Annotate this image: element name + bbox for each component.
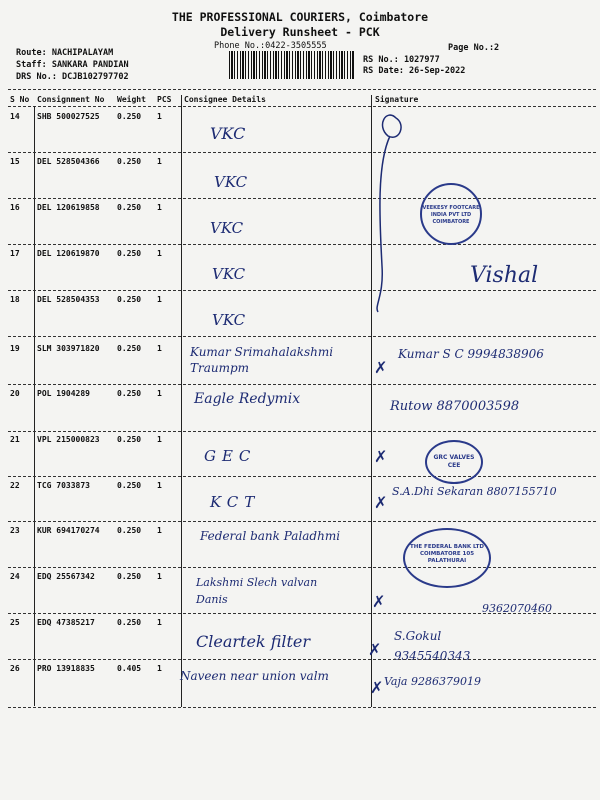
row-sno: 14 (10, 112, 20, 121)
check-mark-icon: ✗ (374, 358, 388, 377)
row-pcs: 1 (157, 481, 162, 490)
row-consignment: DEL 528504353 (37, 295, 100, 304)
row-consignment: TCG 7033873 (37, 481, 90, 490)
row-pcs: 1 (157, 249, 162, 258)
row-signature: Rutow 8870003598 (390, 399, 520, 414)
row-weight: 0.250 (117, 389, 142, 398)
row-consignment: KUR 694170274 (37, 526, 100, 535)
table-row (0, 295, 600, 339)
row-weight: 0.250 (117, 112, 142, 121)
row-consignee: VKC (212, 265, 246, 283)
column-header-weight: Weight (117, 95, 146, 104)
divider (8, 659, 596, 660)
row-sno: 17 (10, 249, 20, 258)
divider (8, 613, 596, 614)
row-consignee: Eagle Redymix (194, 391, 301, 407)
table-row (0, 344, 600, 388)
row-sno: 24 (10, 572, 20, 581)
barcode-icon (229, 51, 354, 79)
row-pcs: 1 (157, 435, 162, 444)
stamp-text: VEEKESY FOOTCARE INDIA PVT LTD COIMBATORE (422, 205, 480, 225)
row-sno: 23 (10, 526, 20, 535)
row-pcs: 1 (157, 157, 162, 166)
row-weight: 0.250 (117, 435, 142, 444)
rs-number: RS No.: 1027977 (363, 55, 440, 65)
divider (8, 567, 596, 568)
row-sno: 16 (10, 203, 20, 212)
row-pcs: 1 (157, 295, 162, 304)
divider (8, 521, 596, 522)
row-consignment: EDQ 25567342 (37, 572, 95, 581)
row-signature: Kumar S C 9994838906 (398, 347, 544, 361)
check-mark-icon: ✗ (372, 592, 386, 611)
divider (8, 152, 596, 153)
row-weight: 0.250 (117, 618, 142, 627)
row-pcs: 1 (157, 618, 162, 627)
phone-number: Phone No.:0422-3505555 (214, 41, 327, 51)
table-row (0, 389, 600, 433)
row-consignee: VKC (210, 219, 244, 237)
row-sno: 19 (10, 344, 20, 353)
route-label: Route: NACHIPALAYAM (16, 48, 114, 58)
divider (8, 244, 596, 245)
divider (8, 290, 596, 291)
row-consignment: DEL 120619870 (37, 249, 100, 258)
row-pcs: 1 (157, 112, 162, 121)
row-consignee: Kumar Srimahalakshmi Traumpm (190, 345, 334, 375)
row-pcs: 1 (157, 526, 162, 535)
bank-stamp-icon (403, 528, 491, 588)
stamp-text: GRC VALVES CEE (433, 454, 475, 469)
divider (8, 431, 596, 432)
table-row (0, 481, 600, 525)
row-signature: 9362070460 (482, 602, 552, 615)
row-consignment: SHB 500027525 (37, 112, 100, 121)
row-weight: 0.250 (117, 295, 142, 304)
row-sno: 26 (10, 664, 20, 673)
row-consignee: VKC (210, 124, 246, 143)
table-row (0, 664, 600, 708)
check-mark-icon: ✗ (370, 678, 384, 697)
table-row (0, 112, 600, 156)
row-pcs: 1 (157, 572, 162, 581)
row-consignee: Lakshmi Slech valvan Danis (196, 576, 318, 606)
row-signature: Vaja 9286379019 (384, 675, 481, 688)
row-weight: 0.250 (117, 481, 142, 490)
row-consignee: Naveen near union valm (180, 669, 329, 683)
row-consignment: DEL 120619858 (37, 203, 100, 212)
row-consignee: VKC (214, 173, 248, 191)
table-row (0, 249, 600, 293)
row-sno: 22 (10, 481, 20, 490)
row-sno: 21 (10, 435, 20, 444)
rs-date: RS Date: 26-Sep-2022 (363, 66, 466, 76)
row-pcs: 1 (157, 203, 162, 212)
row-consignment: PRO 13918835 (37, 664, 95, 673)
row-consignment: VPL 215000823 (37, 435, 100, 444)
signature-scribble-icon (366, 106, 426, 316)
row-sno: 25 (10, 618, 20, 627)
column-header-pcs: PCS (157, 95, 172, 104)
divider (8, 476, 596, 477)
row-pcs: 1 (157, 664, 162, 673)
divider (8, 198, 596, 199)
staff-label: Staff: SANKARA PANDIAN (16, 60, 129, 70)
row-weight: 0.250 (117, 157, 142, 166)
row-weight: 0.250 (117, 203, 142, 212)
table-row (0, 572, 600, 616)
row-consignee: GEC (204, 447, 257, 465)
page-number: Page No.:2 (448, 43, 500, 53)
row-weight: 0.250 (117, 249, 142, 258)
row-consignee: Cleartek filter (196, 632, 311, 651)
row-consignee: KCT (210, 493, 261, 511)
divider (8, 336, 596, 337)
company-stamp-icon (420, 183, 482, 245)
page-subtitle: Delivery Runsheet - PCK (220, 25, 380, 39)
row-pcs: 1 (157, 389, 162, 398)
column-header-consignment: Consignment No (37, 95, 105, 104)
row-weight: 0.405 (117, 664, 142, 673)
row-sno: 15 (10, 157, 20, 166)
row-consignment: EDQ 47385217 (37, 618, 95, 627)
row-consignment: POL 1904289 (37, 389, 90, 398)
row-signature: S.Gokul 9345540343 (394, 629, 471, 663)
check-mark-icon: ✗ (374, 493, 388, 512)
drs-number: DRS No.: DCJB102797702 (16, 72, 129, 82)
divider (8, 89, 596, 90)
check-mark-icon: ✗ (374, 447, 388, 466)
row-pcs: 1 (157, 344, 162, 353)
row-weight: 0.250 (117, 344, 142, 353)
row-sno: 18 (10, 295, 20, 304)
divider (8, 707, 596, 708)
table-row (0, 526, 600, 570)
table-row (0, 435, 600, 479)
page-title: THE PROFESSIONAL COURIERS, Coimbatore (171, 10, 429, 24)
row-consignment: DEL 528504366 (37, 157, 100, 166)
divider (8, 384, 596, 385)
stamp-text: THE FEDERAL BANK LTD COIMBATORE 105 PALATHURAI (410, 544, 484, 564)
row-signature: S.A.Dhi Sekaran 8807155710 (392, 485, 557, 498)
row-signature: Vishal (470, 263, 539, 288)
row-weight: 0.250 (117, 526, 142, 535)
row-weight: 0.250 (117, 572, 142, 581)
row-consignee: VKC (212, 311, 246, 329)
column-header-consignee: Consignee Details (184, 95, 266, 104)
valves-stamp-icon (425, 440, 483, 484)
column-header-signature: Signature (375, 95, 419, 104)
table-row (0, 157, 600, 201)
row-sno: 20 (10, 389, 20, 398)
column-header-sno: S No (10, 95, 30, 104)
row-consignee: Federal bank Paladhmi (200, 529, 341, 543)
table-row (0, 203, 600, 247)
table-row (0, 618, 600, 662)
check-mark-icon: ✗ (368, 640, 382, 659)
divider (8, 106, 596, 107)
row-consignment: SLM 303971820 (37, 344, 100, 353)
